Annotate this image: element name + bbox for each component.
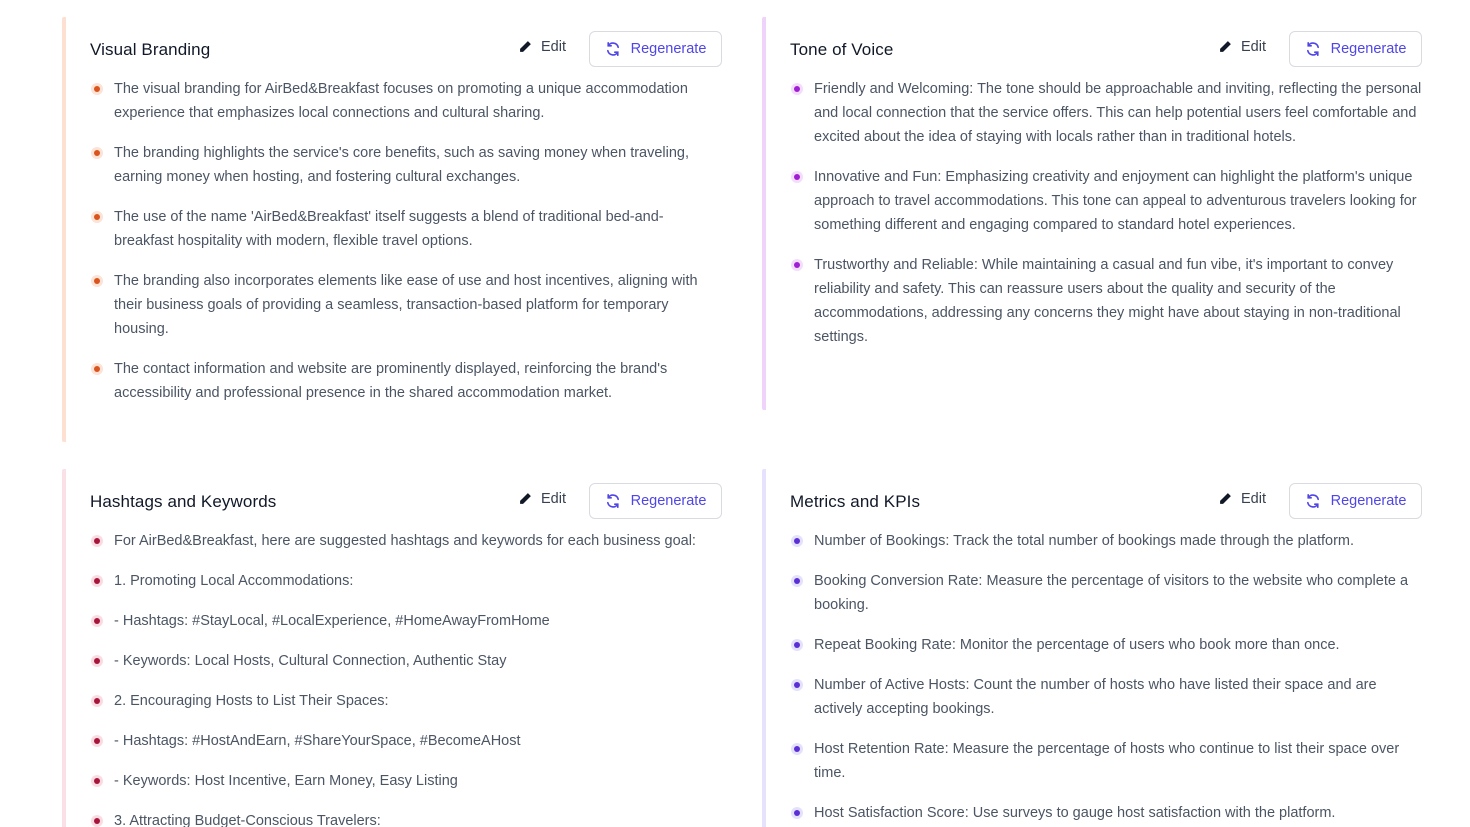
list-item xyxy=(90,609,722,633)
list-item-text: Friendly and Welcoming: The tone should be approachable and inviting, reflecting the personal and local connection that the service offers. This can help potential users feel comfortable and excited about the idea of staying with locals rather than in traditional hotels. xyxy=(814,81,1422,145)
tone-of-voice-card xyxy=(762,17,1422,410)
list-item-text: Innovative and Fun: Emphasizing creativity and enjoyment can highlight the platform's unique approach to travel accommodations. This tone can appeal to adventurous travelers looking for something different and engaging compared to standard hotel experiences. xyxy=(814,169,1417,233)
bullet-dot-icon xyxy=(791,171,803,183)
list-item xyxy=(90,77,722,125)
card-header xyxy=(790,17,1422,77)
list-item xyxy=(90,689,722,713)
list-item-text: - Hashtags: #HostAndEarn, #ShareYourSpace, #BecomeAHost xyxy=(114,733,521,749)
edit-button[interactable] xyxy=(1218,39,1266,55)
list-item-text: 2. Encouraging Hosts to List Their Spaces: xyxy=(114,693,389,709)
list-item xyxy=(790,77,1422,149)
bullet-list xyxy=(90,77,722,405)
bullet-dot-icon xyxy=(91,147,103,159)
card-title: Metrics and KPIs xyxy=(790,492,921,511)
edit-label: Edit xyxy=(541,39,566,55)
bullet-dot-icon xyxy=(91,363,103,375)
bullet-dot-icon xyxy=(791,679,803,691)
list-item-text: 3. Attracting Budget-Conscious Travelers: xyxy=(114,813,381,827)
regenerate-label: Regenerate xyxy=(630,493,707,509)
card-header xyxy=(790,469,1422,529)
regenerate-button[interactable] xyxy=(589,483,722,519)
card-title: Tone of Voice xyxy=(790,40,894,59)
list-item-text: Number of Bookings: Track the total number of bookings made through the platform. xyxy=(814,533,1355,549)
bullet-dot-icon xyxy=(791,259,803,271)
list-item-text: 1. Promoting Local Accommodations: xyxy=(114,573,354,589)
bullet-dot-icon xyxy=(91,615,103,627)
regenerate-button[interactable] xyxy=(1289,31,1422,67)
list-item xyxy=(790,633,1422,657)
list-item xyxy=(90,141,722,189)
pencil-icon xyxy=(1218,492,1232,506)
list-item xyxy=(790,253,1422,349)
bullet-dot-icon xyxy=(91,83,103,95)
hashtags-keywords-card xyxy=(62,469,722,827)
bullet-dot-icon xyxy=(91,575,103,587)
list-item xyxy=(790,673,1422,721)
bullet-dot-icon xyxy=(791,743,803,755)
list-item-text: - Keywords: Local Hosts, Cultural Connection, Authentic Stay xyxy=(114,653,507,669)
list-item xyxy=(790,737,1422,785)
bullet-list xyxy=(90,529,722,827)
bullet-dot-icon xyxy=(791,535,803,547)
refresh-icon xyxy=(1305,41,1321,57)
list-item xyxy=(90,649,722,673)
bullet-dot-icon xyxy=(91,735,103,747)
pencil-icon xyxy=(518,40,532,54)
card-title: Visual Branding xyxy=(90,40,211,59)
list-item xyxy=(790,801,1422,825)
edit-button[interactable] xyxy=(518,491,566,507)
card-header xyxy=(90,17,722,77)
list-item xyxy=(790,529,1422,553)
bullet-dot-icon xyxy=(91,211,103,223)
list-item-text: Trustworthy and Reliable: While maintaining a casual and fun vibe, it's important to convey reliability and safety. This can reassure users about the quality and security of the accommodations, addressing any concerns they might have about staying in non-traditional settings. xyxy=(814,257,1401,345)
bullet-dot-icon xyxy=(791,83,803,95)
list-item-text: Number of Active Hosts: Count the number of hosts who have listed their space and are actively accepting bookings. xyxy=(814,677,1377,717)
refresh-icon xyxy=(605,41,621,57)
bullet-dot-icon xyxy=(91,775,103,787)
pencil-icon xyxy=(518,492,532,506)
regenerate-label: Regenerate xyxy=(630,41,707,57)
list-item-text: The contact information and website are prominently displayed, reinforcing the brand's accessibility and professional presence in the shared accommodation market. xyxy=(114,361,668,401)
list-item-text: Host Retention Rate: Measure the percentage of hosts who continue to list their space over time. xyxy=(814,741,1400,781)
pencil-icon xyxy=(1218,40,1232,54)
list-item-text: - Hashtags: #StayLocal, #LocalExperience, #HomeAwayFromHome xyxy=(114,613,550,629)
regenerate-label: Regenerate xyxy=(1330,493,1407,509)
list-item-text: - Keywords: Host Incentive, Earn Money, Easy Listing xyxy=(114,773,458,789)
regenerate-button[interactable] xyxy=(589,31,722,67)
list-item-text: The branding highlights the service's core benefits, such as saving money when traveling, earning money when hosting, and fostering cultural exchanges. xyxy=(114,145,690,185)
edit-button[interactable] xyxy=(1218,491,1266,507)
card-title: Hashtags and Keywords xyxy=(90,492,277,511)
bullet-dot-icon xyxy=(791,639,803,651)
list-item xyxy=(90,529,722,553)
list-item xyxy=(90,569,722,593)
list-item xyxy=(90,769,722,793)
edit-label: Edit xyxy=(541,491,566,507)
bullet-dot-icon xyxy=(91,695,103,707)
bullet-dot-icon xyxy=(791,807,803,819)
list-item xyxy=(90,729,722,753)
bullet-dot-icon xyxy=(91,535,103,547)
metrics-kpis-card xyxy=(762,469,1422,827)
edit-label: Edit xyxy=(1241,39,1266,55)
card-header xyxy=(90,469,722,529)
edit-button[interactable] xyxy=(518,39,566,55)
list-item xyxy=(790,165,1422,237)
list-item xyxy=(90,269,722,341)
list-item-text: Booking Conversion Rate: Measure the percentage of visitors to the website who complete a booking. xyxy=(814,573,1409,613)
list-item xyxy=(790,569,1422,617)
list-item-text: Repeat Booking Rate: Monitor the percentage of users who book more than once. xyxy=(814,637,1340,653)
list-item-text: The use of the name 'AirBed&Breakfast' itself suggests a blend of traditional bed-and-breakfast hospitality with modern, flexible travel options. xyxy=(114,209,664,249)
bullet-dot-icon xyxy=(91,655,103,667)
regenerate-button[interactable] xyxy=(1289,483,1422,519)
bullet-list xyxy=(790,77,1422,349)
refresh-icon xyxy=(605,493,621,509)
regenerate-label: Regenerate xyxy=(1330,41,1407,57)
edit-label: Edit xyxy=(1241,491,1266,507)
list-item-text: The visual branding for AirBed&Breakfast focuses on promoting a unique accommodation experience that emphasizes local connections and cultural sharing. xyxy=(114,81,688,121)
list-item-text: Host Satisfaction Score: Use surveys to gauge host satisfaction with the platform. xyxy=(814,805,1336,821)
visual-branding-card xyxy=(62,17,722,442)
bullet-dot-icon xyxy=(791,575,803,587)
bullet-dot-icon xyxy=(91,275,103,287)
bullet-dot-icon xyxy=(91,815,103,827)
list-item xyxy=(90,809,722,827)
refresh-icon xyxy=(1305,493,1321,509)
list-item xyxy=(90,357,722,405)
list-item-text: For AirBed&Breakfast, here are suggested hashtags and keywords for each business goal: xyxy=(114,533,696,549)
list-item-text: The branding also incorporates elements like ease of use and host incentives, aligning with their business goals of providing a seamless, transaction-based platform for temporary housing. xyxy=(114,273,698,337)
bullet-list xyxy=(790,529,1422,825)
list-item xyxy=(90,205,722,253)
